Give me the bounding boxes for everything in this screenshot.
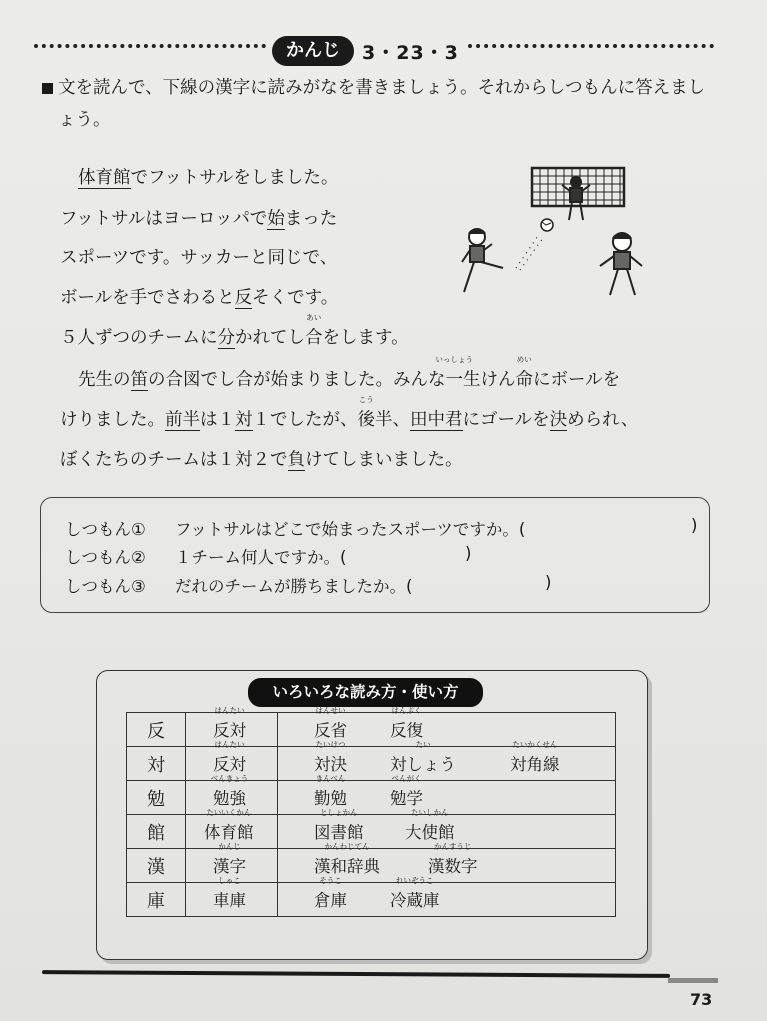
passage-line-1 [78, 164, 338, 189]
ruby-word [515, 355, 534, 391]
passage-text: にゴールを [462, 410, 550, 430]
ruby-reading: たいいくかん [206, 808, 252, 817]
ruby-reading: かんわじてん [324, 842, 370, 851]
question-3 [65, 573, 552, 597]
ruby-reading: しゃこ [218, 876, 241, 885]
passage-text: かれてし [235, 328, 305, 348]
table-row [127, 849, 616, 883]
ruby-reading: そうこ [319, 876, 342, 885]
passage-text: まった [284, 209, 338, 229]
word: 反対 [213, 721, 246, 740]
question-text: １チーム何人ですか。( [175, 548, 347, 567]
word: 漢数字 [428, 857, 478, 876]
question-text: フットサルはどこで始まったスポーツですか。( [175, 520, 526, 539]
ruby-reading: あい [306, 313, 322, 322]
word: 対しょう [390, 755, 456, 774]
goalkeeper-icon [562, 177, 590, 220]
table-row [127, 815, 616, 849]
ruby-reading: かんすうじ [434, 842, 472, 851]
question-2 [65, 544, 472, 568]
ruby-base: 命 [515, 370, 533, 390]
word: 車庫 [213, 891, 246, 910]
passage-line-2 [60, 205, 337, 230]
word: 勉学 [390, 789, 423, 808]
passage-text: められ、 [567, 410, 639, 430]
readings-table [126, 706, 616, 917]
lesson-number: 3・23・3 [362, 42, 459, 64]
examples-cell [278, 876, 616, 917]
passage-text: の合図でし合が始まりました。みんな [148, 370, 446, 390]
ruby-base: 後 [357, 410, 375, 430]
passage-line-6 [78, 355, 621, 391]
ruby-reading: かんじ [218, 842, 241, 851]
kicker-player-icon [462, 229, 503, 292]
ruby-reading: はんたい [214, 740, 245, 749]
question-box [40, 497, 710, 613]
passage-line-4 [60, 284, 338, 309]
underlined-kanji: 体育館 [78, 168, 131, 188]
passage-line-7 [60, 395, 639, 431]
page-number: 73 [690, 990, 713, 1009]
ruby-reading: たい [415, 740, 431, 749]
square-bullet-icon [42, 83, 53, 94]
ruby-reading: たいしかん [411, 808, 449, 817]
word: 体育館 [204, 823, 254, 842]
table-row [127, 883, 616, 917]
underlined-kanji: 分 [217, 328, 235, 348]
question-label: しつもん② [65, 548, 146, 567]
passage-text: 生けん [463, 370, 516, 390]
instructions: 文を読んで、下線の漢字に読みがなを書きましょう。それからしつもんに答えましょう。 [58, 78, 706, 130]
underlined-kanji: 田中君 [410, 410, 463, 430]
passage-text: １でしたが、 [252, 410, 358, 430]
main-word-cell [186, 876, 278, 917]
ruby-word [357, 395, 376, 431]
ruby-reading: たいけつ [315, 740, 346, 749]
underlined-kanji: 負 [287, 450, 305, 470]
ruby-reading: たいかくせん [512, 740, 558, 749]
kanji-badge: かんじ [272, 36, 354, 66]
ruby-reading: べんがく [391, 774, 422, 783]
passage-text: 半、 [375, 410, 410, 430]
row-kanji: 庫 [127, 883, 186, 917]
passage-text: ボールを手でさわると [60, 288, 235, 308]
answer-blank[interactable]: ) [691, 516, 698, 535]
word: 勤勉 [314, 789, 347, 808]
readings-title: いろいろな読み方・使い方 [248, 678, 483, 707]
header-dots-right [468, 44, 714, 48]
row-kanji: 反 [127, 713, 186, 747]
ruby-reading: はんぷく [391, 706, 422, 715]
header-dots-left [34, 44, 266, 48]
passage-line-5 [60, 313, 409, 349]
ruby-reading: れいぞうこ [396, 876, 434, 885]
passage-text: ５人ずつのチームに [60, 328, 218, 348]
passage-text: けりました。 [60, 410, 165, 430]
ruby-reading: はんせい [315, 706, 346, 715]
word: 冷蔵庫 [390, 891, 440, 910]
word: 反省 [314, 721, 347, 740]
word: 対決 [314, 755, 347, 774]
answer-blank[interactable]: ) [465, 544, 472, 563]
answer-blank[interactable]: ) [545, 573, 552, 592]
word: 倉庫 [314, 891, 347, 910]
underlined-kanji: 笛 [130, 370, 148, 390]
word: 対角線 [510, 755, 560, 774]
row-kanji: 勉 [127, 781, 186, 815]
table-row [127, 747, 616, 781]
question-label: しつもん① [65, 520, 146, 539]
passage-text: けてしまいました。 [305, 450, 463, 470]
ruby-reading: としょかん [320, 808, 358, 817]
underlined-kanji: 前半 [165, 410, 200, 430]
ruby-reading: はんたい [214, 706, 245, 715]
passage-text: をします。 [322, 328, 409, 348]
word: 勉強 [213, 789, 246, 808]
ruby-base: 合 [305, 328, 323, 348]
passage-line-3: スポーツです。サッカーと同じで、 [60, 248, 338, 268]
futsal-illustration [450, 160, 660, 310]
question-label: しつもん③ [65, 577, 146, 596]
table-row [127, 781, 616, 815]
word: 漢和辞典 [314, 857, 380, 876]
passage-text: でフットサルをしました。 [130, 168, 339, 188]
question-text: だれのチームが勝ちましたか。( [175, 577, 413, 596]
ruby-word [435, 355, 473, 391]
ruby-reading: こう [358, 395, 374, 404]
ruby-reading: いっしょう [435, 355, 473, 364]
passage-line-8 [60, 446, 463, 471]
footer-rule [42, 970, 670, 978]
word: 反復 [390, 721, 423, 740]
underlined-kanji: 始 [267, 209, 285, 229]
passage-text: ぼくたちのチームは１対２で [60, 450, 288, 470]
passage-text: は１ [200, 410, 235, 430]
ruby-word [305, 313, 323, 349]
word: 漢字 [213, 857, 246, 876]
question-1 [65, 516, 698, 540]
ruby-reading: きんべん [315, 774, 346, 783]
word: 図書館 [314, 823, 364, 842]
word: 大使館 [405, 823, 455, 842]
passage-text: フットサルはヨーロッパで [60, 209, 268, 229]
passage-text: そくです。 [252, 288, 339, 308]
ruby-base: 一 [445, 370, 463, 390]
row-kanji: 対 [127, 747, 186, 781]
underlined-kanji: 反 [234, 288, 253, 308]
word: 反対 [213, 755, 246, 774]
defender-player-icon [600, 233, 642, 295]
ruby-reading: べんきょう [210, 774, 249, 783]
passage-text: にボールを [533, 370, 621, 390]
row-kanji: 館 [127, 815, 186, 849]
underlined-kanji: 決 [549, 410, 568, 430]
ruby-reading: めい [516, 355, 532, 364]
footer-rule-accent [668, 978, 718, 983]
underlined-kanji: 対 [235, 410, 253, 430]
passage-text: 先生の [78, 370, 131, 390]
row-kanji: 漢 [127, 849, 186, 883]
